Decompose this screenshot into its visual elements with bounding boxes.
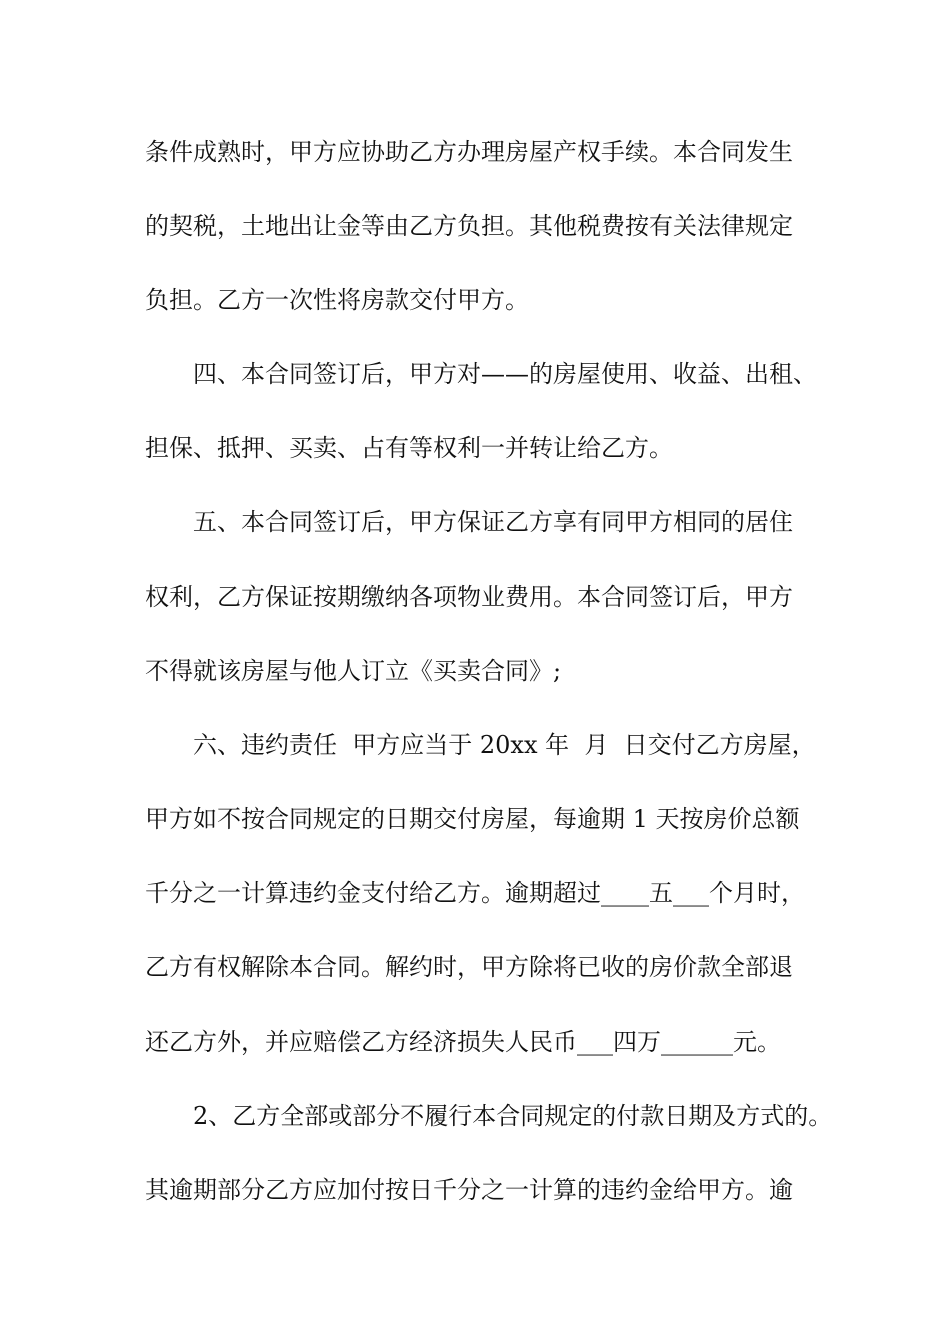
paragraph-line: 乙方有权解除本合同。解约时，甲方除将已收的房价款全部退 [145,953,793,981]
paragraph-line: 条件成熟时，甲方应协助乙方办理房屋产权手续。本合同发生 [145,138,793,166]
paragraph-line: 四、本合同签订后，甲方对——的房屋使用、收益、出租、 [193,360,817,388]
paragraph-line: 五、本合同签订后，甲方保证乙方享有同甲方相同的居住 [193,508,793,536]
paragraph-line: 千分之一计算违约金支付给乙方。逾期超过____五___个月时， [145,879,805,907]
paragraph-line: 不得就该房屋与他人订立《买卖合同》; [145,657,562,685]
paragraph-line: 其逾期部分乙方应加付按日千分之一计算的违约金给甲方。逾 [145,1176,793,1204]
paragraph-line: 还乙方外，并应赔偿乙方经济损失人民币___四万______元。 [145,1028,781,1056]
paragraph-line: 负担。乙方一次性将房款交付甲方。 [145,286,529,314]
paragraph-line: 权利，乙方保证按期缴纳各项物业费用。本合同签订后，甲方 [145,583,793,611]
paragraph-line: 六、违约责任 甲方应当于 20xx 年 月 日交付乙方房屋， [193,731,816,759]
paragraph-line: 担保、抵押、买卖、占有等权利一并转让给乙方。 [145,434,673,462]
paragraph-line: 的契税，土地出让金等由乙方负担。其他税费按有关法律规定 [145,212,793,240]
paragraph-line: 2、乙方全部或部分不履行本合同规定的付款日期及方式的。 [193,1102,833,1130]
paragraph-line: 甲方如不按合同规定的日期交付房屋，每逾期 1 天按房价总额 [145,805,800,833]
